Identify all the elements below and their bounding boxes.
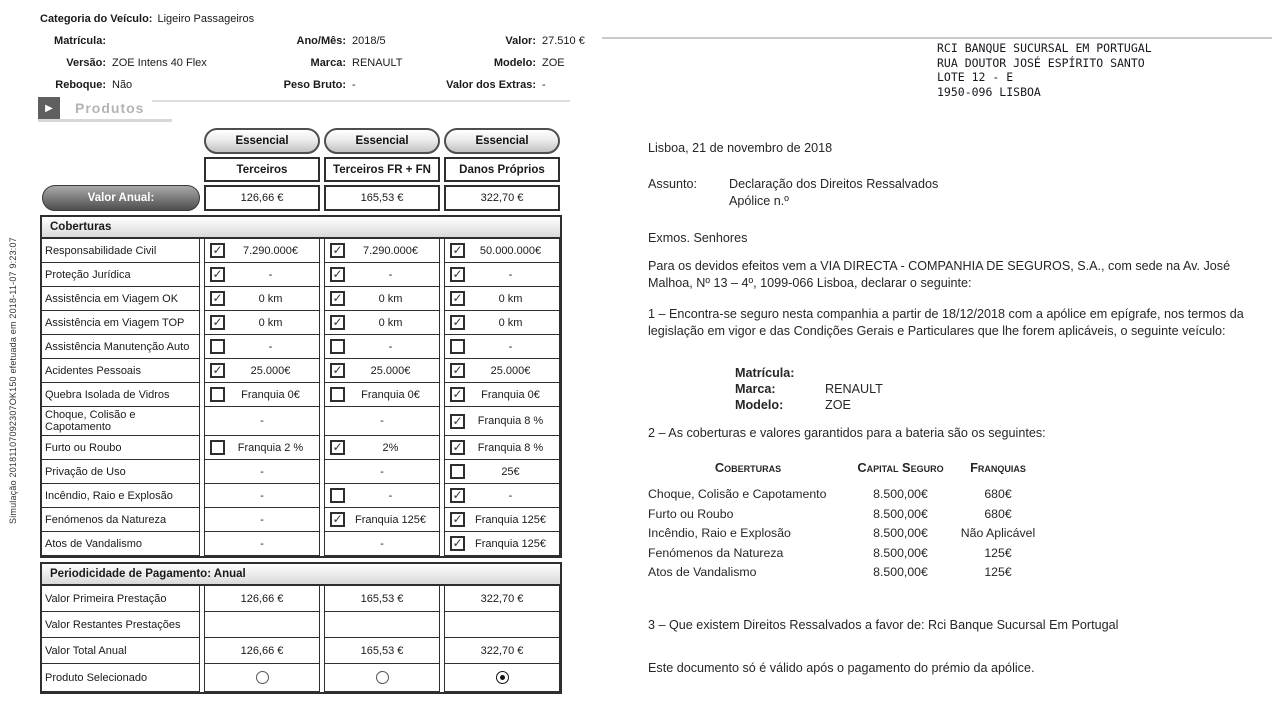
coverage-value: 0 km	[498, 316, 523, 329]
coverage-value: -	[260, 513, 264, 526]
coverage-value: Franquia 125€	[475, 513, 546, 526]
product-button-essencial[interactable]: Essencial	[324, 128, 440, 154]
battery-column-header: Capital Seguro	[857, 460, 944, 475]
coverage-value: -	[388, 268, 393, 281]
coverage-row	[42, 407, 560, 436]
vehicle-field-label: Modelo:	[493, 57, 536, 69]
coverage-cell	[444, 239, 560, 263]
product-selection-label: Produto Selecionado	[42, 664, 200, 692]
payment-value-cell	[444, 586, 560, 612]
checkbox-checked-icon[interactable]: ✓	[330, 243, 345, 258]
letter-item-3: 3 – Que existem Direitos Ressalvados a favor de: Rci Banque Sucursal Em Portugal	[648, 618, 1119, 632]
coverage-value: 0 km	[498, 292, 523, 305]
spacer-cell	[42, 157, 200, 182]
coverage-value: -	[380, 537, 384, 550]
battery-cell: 8.500,00€	[873, 526, 928, 540]
coverage-cell	[444, 532, 560, 556]
coverage-value: 50.000.000€	[479, 244, 542, 257]
subject-label: Assunto:	[648, 177, 698, 191]
payment-label: Valor Primeira Prestação	[42, 586, 200, 612]
checkbox-unchecked-icon[interactable]	[210, 339, 225, 354]
vehicle-field-label: Versão:	[66, 57, 106, 69]
coverage-cell	[204, 407, 320, 436]
checkbox-checked-icon[interactable]: ✓	[330, 315, 345, 330]
payment-row	[42, 612, 560, 638]
battery-table-headers	[648, 460, 1043, 475]
coverage-cell	[204, 359, 320, 383]
coverage-label: Assistência em Viagem TOP	[42, 311, 200, 335]
coverage-cell	[324, 359, 440, 383]
coverage-value: -	[388, 489, 393, 502]
checkbox-unchecked-icon[interactable]	[450, 339, 465, 354]
coverage-row	[42, 436, 560, 460]
subject-line-2: Apólice n.º	[729, 193, 789, 208]
coverage-value: -	[260, 489, 264, 502]
product-button-essencial[interactable]: Essencial	[444, 128, 560, 154]
payment-value-cell	[444, 612, 560, 638]
coverage-value: Franquia 0€	[361, 388, 420, 401]
checkbox-checked-icon[interactable]: ✓	[210, 363, 225, 378]
payment-value: 126,66 €	[240, 644, 284, 657]
vehicle-category-row	[40, 8, 600, 30]
product-select-cell	[204, 664, 320, 692]
vehicle-field-value: RENAULT	[352, 57, 403, 69]
products-arrow-icon: ▶	[38, 97, 60, 119]
checkbox-checked-icon[interactable]: ✓	[450, 363, 465, 378]
coverage-cell	[324, 460, 440, 484]
coverage-value: 25.000€	[250, 364, 291, 377]
coverage-cell	[444, 263, 560, 287]
simulation-panel	[0, 0, 612, 720]
vehicle-header	[40, 8, 600, 96]
checkbox-checked-icon[interactable]: ✓	[210, 315, 225, 330]
coverage-row	[42, 508, 560, 532]
valor-anual-value: 322,70 €	[444, 185, 560, 211]
recipient-address-block	[937, 41, 1152, 99]
coverage-cell	[324, 407, 440, 436]
coverage-cell	[324, 263, 440, 287]
subject-line-1: Declaração dos Direitos Ressalvados	[729, 177, 939, 191]
coverage-value: -	[508, 489, 513, 502]
checkbox-checked-icon[interactable]: ✓	[330, 267, 345, 282]
letter-vehicle-block	[735, 365, 883, 413]
product-column-header: Terceiros FR + FN	[324, 157, 440, 182]
product-selection-row	[42, 664, 560, 692]
coverage-value: 7.290.000€	[242, 244, 299, 257]
coverage-cell	[444, 460, 560, 484]
payment-label: Valor Restantes Prestações	[42, 612, 200, 638]
coverage-label: Choque, Colisão e Capotamento	[42, 407, 200, 436]
checkbox-checked-icon[interactable]: ✓	[450, 488, 465, 503]
coverage-value: 0 km	[258, 316, 283, 329]
valor-anual-row	[42, 185, 560, 211]
vehicle-field-value: ZOE Intens 40 Flex	[112, 57, 207, 69]
vehicle-field-label: Valor dos Extras:	[446, 79, 536, 91]
product-select-cell	[444, 664, 560, 692]
battery-column-header: Franquias	[970, 460, 1026, 475]
coverage-value: Franquia 0€	[241, 388, 300, 401]
product-radio[interactable]	[256, 671, 269, 684]
coverage-cell	[204, 239, 320, 263]
vehicle-field-value: Não	[112, 79, 133, 91]
products-section-header	[38, 97, 144, 119]
coverage-value: -	[260, 415, 264, 427]
payment-value: 322,70 €	[480, 644, 524, 657]
coverage-value: Franquia 0€	[481, 388, 540, 401]
coverage-cell	[204, 484, 320, 508]
address-line: RCI BANQUE SUCURSAL EM PORTUGAL	[937, 41, 1152, 55]
coverage-cell	[444, 407, 560, 436]
battery-cell: 125€	[984, 565, 1012, 579]
coverage-row	[42, 460, 560, 484]
coverage-row	[42, 359, 560, 383]
coverage-cell	[324, 436, 440, 460]
coverage-value: Franquia 8 %	[477, 415, 544, 427]
product-button-essencial[interactable]: Essencial	[204, 128, 320, 154]
letter-subject-block	[648, 176, 938, 209]
payment-value-cell	[324, 638, 440, 664]
vehicle-fields-grid	[40, 30, 600, 96]
battery-row	[648, 563, 1043, 583]
battery-cell: Atos de Vandalismo	[648, 565, 757, 579]
coverage-cell	[324, 335, 440, 359]
vehicle-field-label: Peso Bruto:	[283, 79, 346, 91]
vehicle-field-label: Valor:	[505, 35, 536, 47]
payment-value-cell	[204, 586, 320, 612]
checkbox-checked-icon[interactable]: ✓	[450, 291, 465, 306]
coverage-cell	[204, 311, 320, 335]
products-section-title: Produtos	[75, 100, 145, 116]
payment-row	[42, 586, 560, 612]
vehicle-field-value	[106, 30, 266, 52]
page-top-rule	[602, 37, 1272, 39]
payment-value-cell	[324, 586, 440, 612]
coverage-label: Proteção Jurídica	[42, 263, 200, 287]
coverage-value: 25.000€	[490, 364, 531, 377]
subject-content	[729, 176, 938, 209]
coverage-value: Franquia 8 %	[477, 441, 544, 454]
checkbox-unchecked-icon[interactable]	[210, 387, 225, 402]
coverage-cell	[444, 383, 560, 407]
coverage-value: -	[388, 340, 393, 353]
coverage-value: 0 km	[378, 316, 403, 329]
coverage-cell	[204, 460, 320, 484]
coverage-cell	[444, 484, 560, 508]
battery-row	[648, 524, 1043, 544]
coverage-label: Quebra Isolada de Vidros	[42, 383, 200, 407]
checkbox-unchecked-icon[interactable]	[330, 339, 345, 354]
coverage-row	[42, 484, 560, 508]
payment-value: 165,53 €	[360, 592, 404, 605]
coverage-value: -	[260, 537, 264, 550]
letter-vehicle-value: ZOE	[825, 398, 851, 412]
coverage-label: Assistência em Viagem OK	[42, 287, 200, 311]
checkbox-unchecked-icon[interactable]	[330, 488, 345, 503]
coverage-cell	[204, 436, 320, 460]
letter-vehicle-value: RENAULT	[825, 382, 883, 396]
coverage-cell	[324, 311, 440, 335]
checkbox-checked-icon[interactable]: ✓	[450, 440, 465, 455]
coverage-value: Franquia 2 %	[237, 441, 304, 454]
coverage-cell	[204, 287, 320, 311]
checkbox-checked-icon[interactable]: ✓	[210, 243, 225, 258]
payment-row	[42, 638, 560, 664]
battery-cell: Incêndio, Raio e Explosão	[648, 526, 791, 540]
checkbox-checked-icon[interactable]: ✓	[450, 512, 465, 527]
checkbox-checked-icon[interactable]: ✓	[450, 315, 465, 330]
payment-rows	[42, 586, 560, 664]
checkbox-checked-icon[interactable]: ✓	[210, 291, 225, 306]
products-table	[40, 128, 562, 698]
checkbox-checked-icon[interactable]: ✓	[450, 387, 465, 402]
coverage-value: -	[260, 465, 264, 478]
coverage-label: Furto ou Roubo	[42, 436, 200, 460]
coverage-cell	[324, 484, 440, 508]
address-line: 1950-096 LISBOA	[937, 84, 1041, 99]
vehicle-field-label: Ano/Mês:	[296, 35, 346, 47]
product-column-header: Terceiros	[204, 157, 320, 182]
battery-row	[648, 505, 1043, 525]
valor-anual-value: 126,66 €	[204, 185, 320, 211]
spacer-cell	[42, 128, 200, 154]
simulation-watermark: Simulação 20181107092307OK150 efetuada em 2018-11-07 9:23:07	[8, 237, 18, 524]
checkbox-unchecked-icon[interactable]	[450, 464, 465, 479]
vehicle-category-value: Ligeiro Passageiros	[157, 13, 255, 25]
coverage-value: Franquia 125€	[475, 537, 546, 550]
coverage-cell	[204, 383, 320, 407]
coverage-value: -	[268, 340, 273, 353]
coberturas-section-title: Coberturas	[42, 217, 560, 239]
coverage-value: -	[508, 268, 513, 281]
coverage-row	[42, 263, 560, 287]
payment-value: 126,66 €	[240, 592, 284, 605]
coverage-cell	[324, 287, 440, 311]
coverage-cell	[204, 263, 320, 287]
payment-section-title: Periodicidade de Pagamento: Anual	[42, 564, 560, 586]
letter-item-1: 1 – Encontra-se seguro nesta companhia a partir de 18/12/2018 com a apólice em epígrafe, nos termos da legislação em vigor e das Condições Gerais e Particulares que lhe forem aplicáveis, o seguinte veículo:	[648, 307, 1244, 338]
coverage-value: -	[508, 340, 513, 353]
checkbox-unchecked-icon[interactable]	[330, 387, 345, 402]
payment-label: Valor Total Anual	[42, 638, 200, 664]
vehicle-category-label: Categoria do Veículo:	[40, 13, 153, 25]
coverage-value: 7.290.000€	[362, 244, 419, 257]
vehicle-field-label: Reboque:	[55, 79, 106, 91]
vehicle-field-label: Matrícula:	[54, 35, 106, 47]
coverage-cell	[444, 335, 560, 359]
checkbox-checked-icon[interactable]: ✓	[450, 243, 465, 258]
coverage-cell	[444, 311, 560, 335]
payment-value-cell	[204, 638, 320, 664]
coverage-row	[42, 311, 560, 335]
letter-vehicle-row	[735, 397, 883, 413]
valor-anual-label: Valor Anual:	[42, 185, 200, 211]
valor-anual-value: 165,53 €	[324, 185, 440, 211]
letter-item-2: 2 – As coberturas e valores garantidos para a bateria são os seguintes:	[648, 426, 1046, 440]
coverage-cell	[444, 436, 560, 460]
products-header-shadow	[38, 119, 172, 122]
battery-cell: 680€	[984, 487, 1012, 501]
payment-value: 322,70 €	[480, 592, 524, 605]
checkbox-checked-icon[interactable]: ✓	[330, 440, 345, 455]
checkbox-checked-icon[interactable]: ✓	[330, 363, 345, 378]
coverage-cell	[444, 359, 560, 383]
coverage-cell	[324, 532, 440, 556]
coverage-row	[42, 239, 560, 263]
product-radio[interactable]	[376, 671, 389, 684]
coverage-value: 0 km	[378, 292, 403, 305]
payment-section	[40, 562, 562, 694]
coverage-rows	[42, 239, 560, 556]
battery-cell: 680€	[984, 506, 1012, 521]
coberturas-section	[40, 215, 562, 558]
coverage-value: 25€	[501, 465, 520, 478]
checkbox-checked-icon[interactable]: ✓	[450, 414, 465, 429]
battery-table-rows	[648, 485, 1043, 583]
battery-cell: Fenómenos da Natureza	[648, 545, 784, 560]
address-line: RUA DOUTOR JOSÉ ESPÍRITO SANTO	[937, 55, 1145, 70]
coverage-value: -	[380, 465, 384, 478]
coverage-value: 0 km	[258, 292, 283, 305]
products-header-rule	[152, 100, 570, 102]
letter-vehicle-row	[735, 381, 883, 397]
battery-cell: 8.500,00€	[873, 506, 928, 521]
checkbox-checked-icon[interactable]: ✓	[210, 267, 225, 282]
coverage-row	[42, 287, 560, 311]
vehicle-field-value: 27.510 €	[542, 35, 585, 47]
battery-row	[648, 485, 1043, 505]
vehicle-field-value: ZOE	[542, 57, 565, 69]
letter-vehicle-label: Modelo:	[735, 398, 784, 412]
coverage-cell	[324, 508, 440, 532]
battery-cell: 8.500,00€	[873, 565, 928, 579]
checkbox-unchecked-icon[interactable]	[210, 440, 225, 455]
address-line: LOTE 12 - E	[937, 70, 1014, 84]
battery-cell: Furto ou Roubo	[648, 506, 734, 521]
letter-vehicle-label: Marca:	[735, 382, 776, 396]
coverage-label: Acidentes Pessoais	[42, 359, 200, 383]
product-radio-selected[interactable]	[496, 671, 509, 684]
coverage-label: Incêndio, Raio e Explosão	[42, 484, 200, 508]
checkbox-checked-icon[interactable]: ✓	[330, 291, 345, 306]
checkbox-checked-icon[interactable]: ✓	[330, 512, 345, 527]
coverage-row	[42, 335, 560, 359]
vehicle-field-label: Marca:	[310, 57, 346, 69]
coverage-label: Atos de Vandalismo	[42, 532, 200, 556]
coverage-value: -	[380, 415, 384, 427]
vehicle-field-value: -	[542, 79, 546, 91]
battery-cell: 8.500,00€	[873, 545, 928, 560]
coverage-cell	[204, 532, 320, 556]
letter-intro-paragraph: Para os devidos efeitos vem a VIA DIRECTA - COMPANHIA DE SEGUROS, S.A., com sede na Av. José Malhoa, Nº 13 – 4º, 1099-066 Lisboa, declarar o seguinte:	[648, 259, 1231, 290]
letter-validity-note: Este documento só é válido após o pagamento do prémio da apólice.	[648, 661, 1035, 675]
coverage-label: Assistência Manutenção Auto	[42, 335, 200, 359]
letter-vehicle-label: Matrícula:	[735, 366, 795, 380]
coverage-value: -	[268, 268, 273, 281]
battery-cell: 125€	[984, 545, 1012, 560]
coverage-row	[42, 383, 560, 407]
product-select-cell	[324, 664, 440, 692]
coverage-cell	[204, 508, 320, 532]
checkbox-checked-icon[interactable]: ✓	[450, 536, 465, 551]
battery-coverage-table	[648, 460, 1043, 583]
payment-value-cell	[324, 612, 440, 638]
vehicle-field-value: -	[352, 79, 356, 91]
coverage-cell	[444, 508, 560, 532]
battery-column-header: Coberturas	[714, 460, 782, 475]
payment-value-cell	[204, 612, 320, 638]
product-column-header: Danos Próprios	[444, 157, 560, 182]
coverage-cell	[444, 287, 560, 311]
letter-date: Lisboa, 21 de novembro de 2018	[648, 141, 833, 155]
battery-cell: 8.500,00€	[873, 487, 928, 501]
letter-salutation: Exmos. Senhores	[648, 231, 748, 245]
letter-document	[640, 0, 1280, 720]
coverage-value: Franquia 125€	[355, 513, 426, 526]
battery-cell: Não Aplicável	[960, 526, 1036, 540]
battery-row	[648, 544, 1043, 564]
payment-value: 165,53 €	[360, 644, 404, 657]
coverage-label: Privação de Uso	[42, 460, 200, 484]
coverage-value: 2%	[382, 441, 399, 454]
letter-vehicle-row	[735, 365, 883, 381]
coverage-cell	[324, 239, 440, 263]
coverage-cell	[324, 383, 440, 407]
product-buttons-row	[42, 128, 560, 154]
coverage-value: 25.000€	[370, 364, 411, 377]
payment-value-cell	[444, 638, 560, 664]
coverage-label: Responsabilidade Civil	[42, 239, 200, 263]
coverage-row	[42, 532, 560, 556]
product-column-headers-row	[42, 157, 560, 182]
coverage-cell	[204, 335, 320, 359]
checkbox-checked-icon[interactable]: ✓	[450, 267, 465, 282]
coverage-label: Fenómenos da Natureza	[42, 508, 200, 532]
vehicle-field-value: 2018/5	[352, 35, 386, 47]
battery-cell: Choque, Colisão e Capotamento	[648, 487, 827, 501]
